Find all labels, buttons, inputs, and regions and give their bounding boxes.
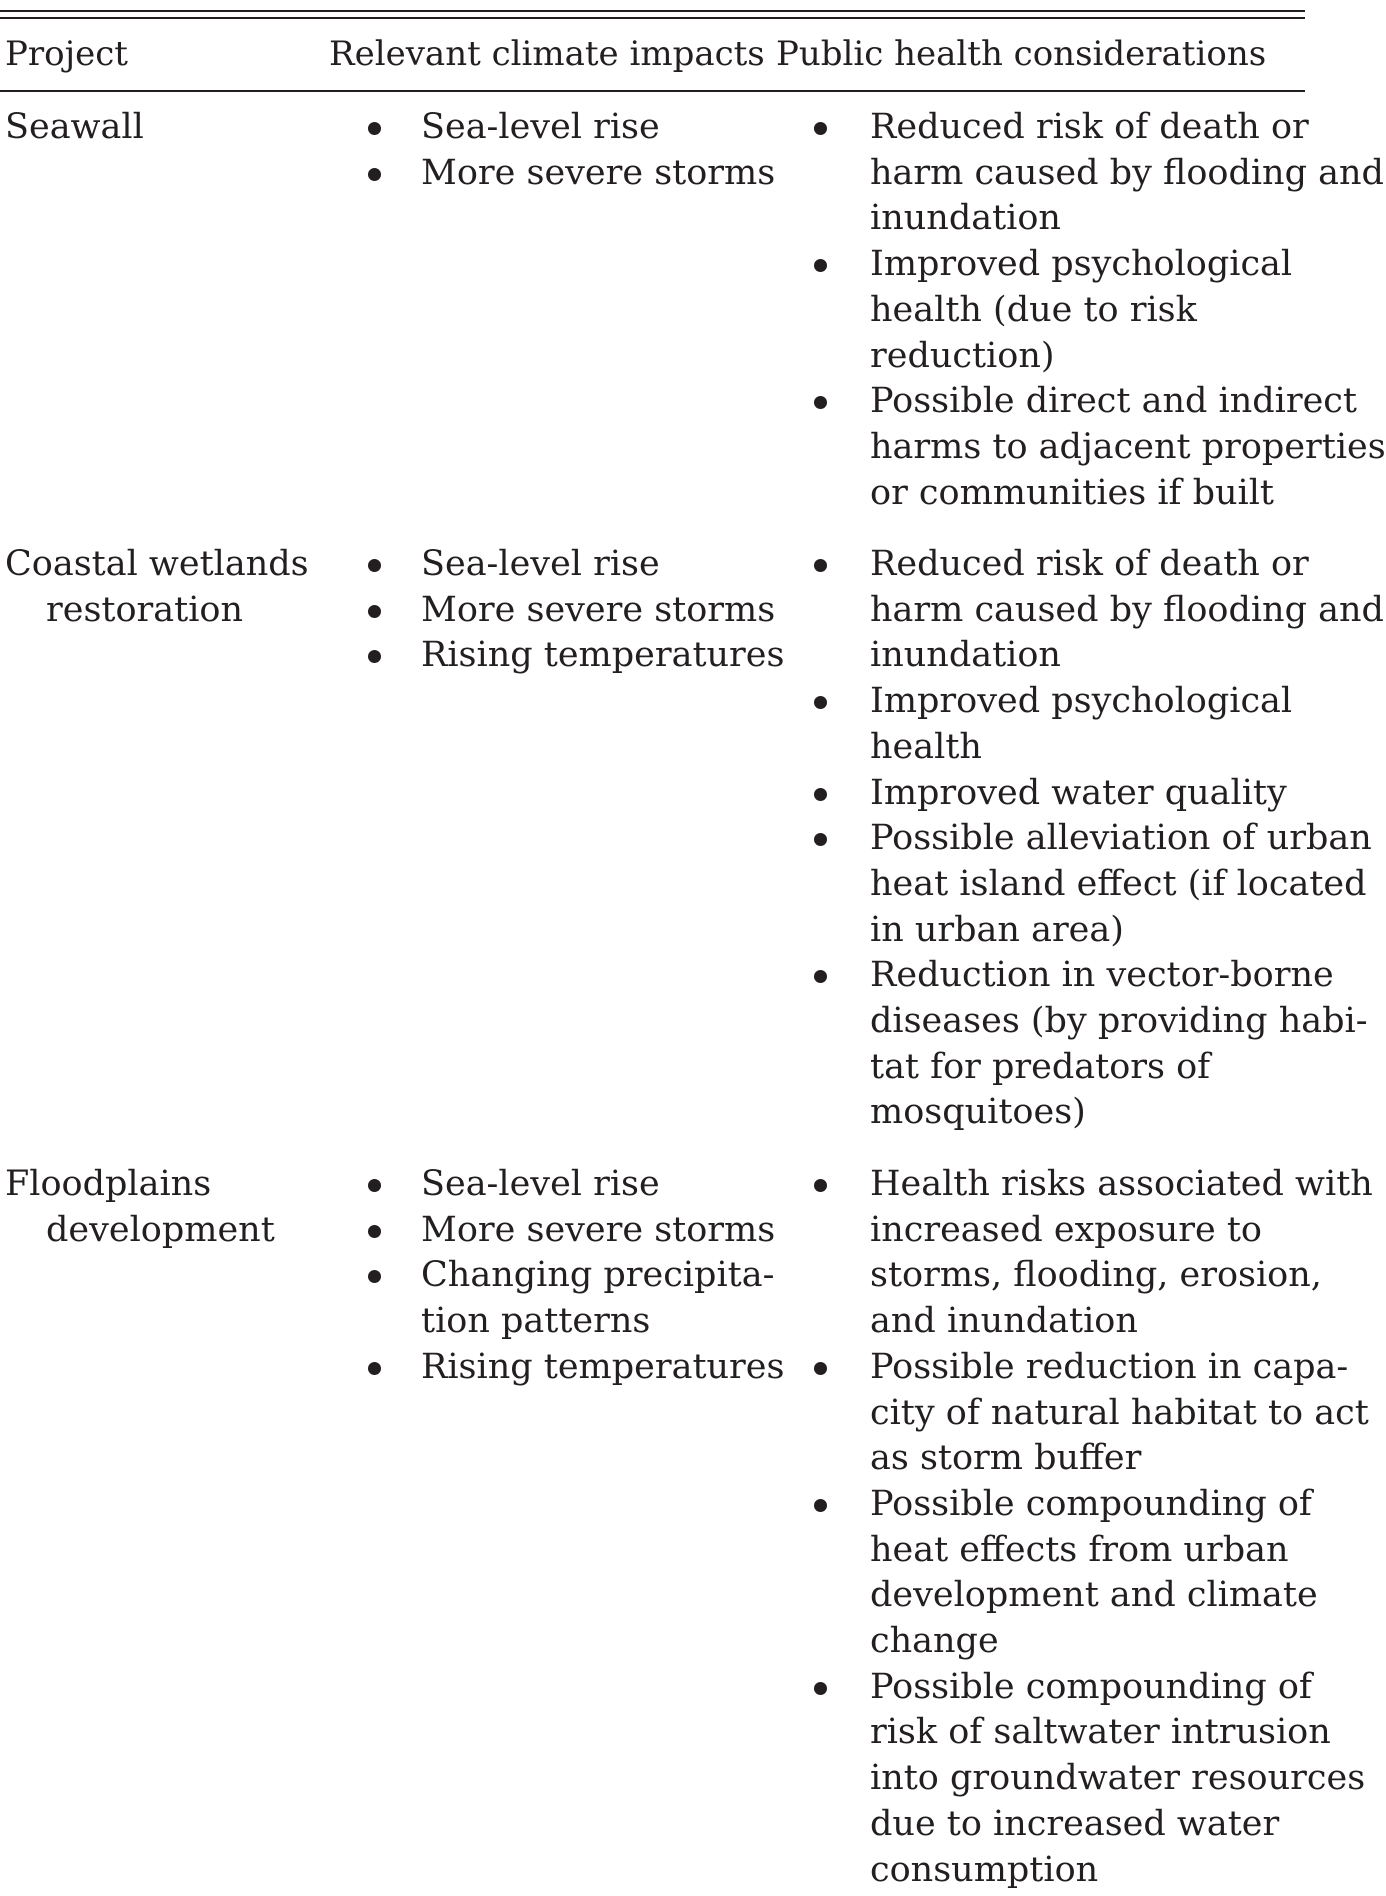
bullet-icon xyxy=(814,1682,827,1695)
bullet-icon xyxy=(814,559,827,572)
climate-impact-text xyxy=(421,1162,784,1208)
text-line: harm caused by flooding and xyxy=(870,589,1384,630)
bullet-icon xyxy=(814,788,827,801)
climate-impact-text xyxy=(421,105,775,151)
bullet-icon xyxy=(814,122,827,135)
climate-impact-text xyxy=(421,1253,784,1344)
text-line: Reduced risk of death or xyxy=(870,544,1309,584)
climate-impact-text xyxy=(421,633,784,679)
text-line: mosquitoes) xyxy=(870,1092,1086,1133)
text-line: Possible alleviation of urban xyxy=(870,818,1372,859)
header-climate-impacts: Relevant climate impacts xyxy=(329,34,765,74)
bullet-icon xyxy=(368,168,381,181)
text-line: and inundation xyxy=(870,1301,1138,1342)
text-line: change xyxy=(870,1621,999,1662)
project-name-line: restoration xyxy=(46,589,244,630)
text-line: in urban area) xyxy=(870,909,1124,950)
text-line: risk of saltwater intrusion xyxy=(870,1712,1331,1753)
health-consideration-text xyxy=(870,542,1384,679)
health-consideration-item xyxy=(818,953,1384,1136)
project-name-line: Coastal wetlands xyxy=(5,544,309,584)
bullet-icon xyxy=(368,650,381,663)
text-line: harm caused by flooding and xyxy=(870,152,1384,193)
text-line: Sea-level rise xyxy=(421,1164,660,1204)
bullet-icon xyxy=(814,833,827,846)
health-consideration-text xyxy=(870,1345,1373,1482)
health-consideration-item xyxy=(818,1482,1373,1665)
bullet-icon xyxy=(814,1362,827,1375)
bullet-icon xyxy=(814,696,827,709)
bullet-icon xyxy=(368,1179,381,1192)
climate-impact-item xyxy=(372,1162,784,1208)
health-consideration-item xyxy=(818,105,1386,242)
text-line: heat effects from urban xyxy=(870,1529,1289,1570)
bullet-icon xyxy=(814,1179,827,1192)
climate-impact-item xyxy=(372,542,784,588)
text-line: inundation xyxy=(870,635,1061,676)
health-consideration-item xyxy=(818,379,1386,516)
top-rule xyxy=(0,10,1305,12)
health-consideration-item xyxy=(818,1345,1373,1482)
health-consideration-item xyxy=(818,1162,1373,1345)
text-line: Possible direct and indirect xyxy=(870,381,1357,422)
text-line: More severe storms xyxy=(421,589,776,630)
climate-impact-text xyxy=(421,542,784,588)
text-line: reduction) xyxy=(870,335,1055,376)
text-line: Reduction in vector-borne xyxy=(870,955,1334,996)
text-line: diseases (by providing habi- xyxy=(870,1001,1368,1042)
health-considerations-list xyxy=(818,542,1384,1136)
header-health-considerations: Public health considerations xyxy=(776,34,1267,74)
bullet-icon xyxy=(368,1270,381,1283)
climate-impact-item xyxy=(372,151,775,197)
health-consideration-text xyxy=(870,1665,1373,1894)
text-line: tat for predators of xyxy=(870,1046,1211,1087)
text-line: Possible reduction in capa- xyxy=(870,1346,1349,1387)
text-line: as storm buffer xyxy=(870,1438,1142,1479)
climate-impact-text xyxy=(421,1208,784,1254)
text-line: storms, flooding, erosion, xyxy=(870,1255,1322,1296)
health-consideration-text xyxy=(870,816,1384,953)
health-considerations-list xyxy=(818,105,1386,516)
project-name-line: Seawall xyxy=(5,107,144,147)
climate-impact-text xyxy=(421,1345,784,1391)
text-line: or communities if built xyxy=(870,472,1274,513)
bullet-icon xyxy=(368,1225,381,1238)
health-consideration-text xyxy=(870,379,1386,516)
text-line: health xyxy=(870,726,982,767)
text-line: More severe storms xyxy=(421,152,776,193)
bullet-icon xyxy=(814,970,827,983)
text-line: consumption xyxy=(870,1849,1099,1890)
project-name-line: development xyxy=(46,1209,275,1250)
text-line: Improved water quality xyxy=(870,772,1287,813)
project-cell xyxy=(5,542,309,633)
climate-impacts-list xyxy=(372,1162,784,1391)
bullet-icon xyxy=(814,396,827,409)
health-considerations-list xyxy=(818,1162,1373,1893)
climate-impacts-list xyxy=(372,105,775,196)
text-line: health (due to risk xyxy=(870,289,1197,330)
climate-impact-item xyxy=(372,588,784,634)
health-consideration-text xyxy=(870,1482,1373,1665)
bullet-icon xyxy=(814,259,827,272)
text-line: Health risks associated with xyxy=(870,1164,1373,1204)
bullet-icon xyxy=(368,1362,381,1375)
climate-impact-item xyxy=(372,633,784,679)
bullet-icon xyxy=(368,559,381,572)
climate-impact-item xyxy=(372,105,775,151)
health-consideration-item xyxy=(818,542,1384,679)
text-line: Reduced risk of death or xyxy=(870,107,1309,147)
header-rule xyxy=(0,90,1305,92)
text-line: heat island effect (if located xyxy=(870,863,1367,904)
bullet-icon xyxy=(814,1499,827,1512)
text-line: development and climate xyxy=(870,1575,1318,1616)
climate-impact-item xyxy=(372,1208,784,1254)
header-project: Project xyxy=(5,34,128,74)
text-line: harms to adjacent properties xyxy=(870,426,1386,467)
text-line: due to increased water xyxy=(870,1803,1280,1844)
text-line: into groundwater resources xyxy=(870,1758,1366,1799)
top-rule-second xyxy=(0,17,1305,19)
health-consideration-text xyxy=(870,953,1384,1136)
health-consideration-text xyxy=(870,105,1386,242)
text-line: Rising temperatures xyxy=(421,1346,785,1387)
health-consideration-text xyxy=(870,1162,1373,1345)
text-line: city of natural habitat to act xyxy=(870,1392,1369,1433)
health-consideration-text xyxy=(870,771,1384,817)
text-line: tion patterns xyxy=(421,1301,651,1342)
text-line: More severe storms xyxy=(421,1209,776,1250)
health-consideration-item xyxy=(818,242,1386,379)
climate-impact-item xyxy=(372,1345,784,1391)
health-consideration-text xyxy=(870,679,1384,770)
text-line: Changing precipita- xyxy=(421,1255,775,1296)
text-line: Sea-level rise xyxy=(421,107,660,147)
bullet-icon xyxy=(368,605,381,618)
text-line: Rising temperatures xyxy=(421,635,785,676)
text-line: Sea-level rise xyxy=(421,544,660,584)
project-name-line: Floodplains xyxy=(5,1164,212,1204)
health-consideration-item xyxy=(818,1665,1373,1894)
climate-impact-text xyxy=(421,151,775,197)
health-consideration-item xyxy=(818,771,1384,817)
climate-impacts-list xyxy=(372,542,784,679)
text-line: Possible compounding of xyxy=(870,1483,1312,1524)
health-consideration-text xyxy=(870,242,1386,379)
text-line: inundation xyxy=(870,198,1061,239)
climate-impact-text xyxy=(421,588,784,634)
text-line: Possible compounding of xyxy=(870,1666,1312,1707)
climate-impact-item xyxy=(372,1253,784,1344)
health-consideration-item xyxy=(818,679,1384,770)
project-cell xyxy=(5,1162,275,1253)
bullet-icon xyxy=(368,122,381,135)
text-line: Improved psychological xyxy=(870,244,1293,285)
health-consideration-item xyxy=(818,816,1384,953)
text-line: increased exposure to xyxy=(870,1209,1262,1250)
project-cell xyxy=(5,105,144,151)
text-line: Improved psychological xyxy=(870,681,1293,722)
